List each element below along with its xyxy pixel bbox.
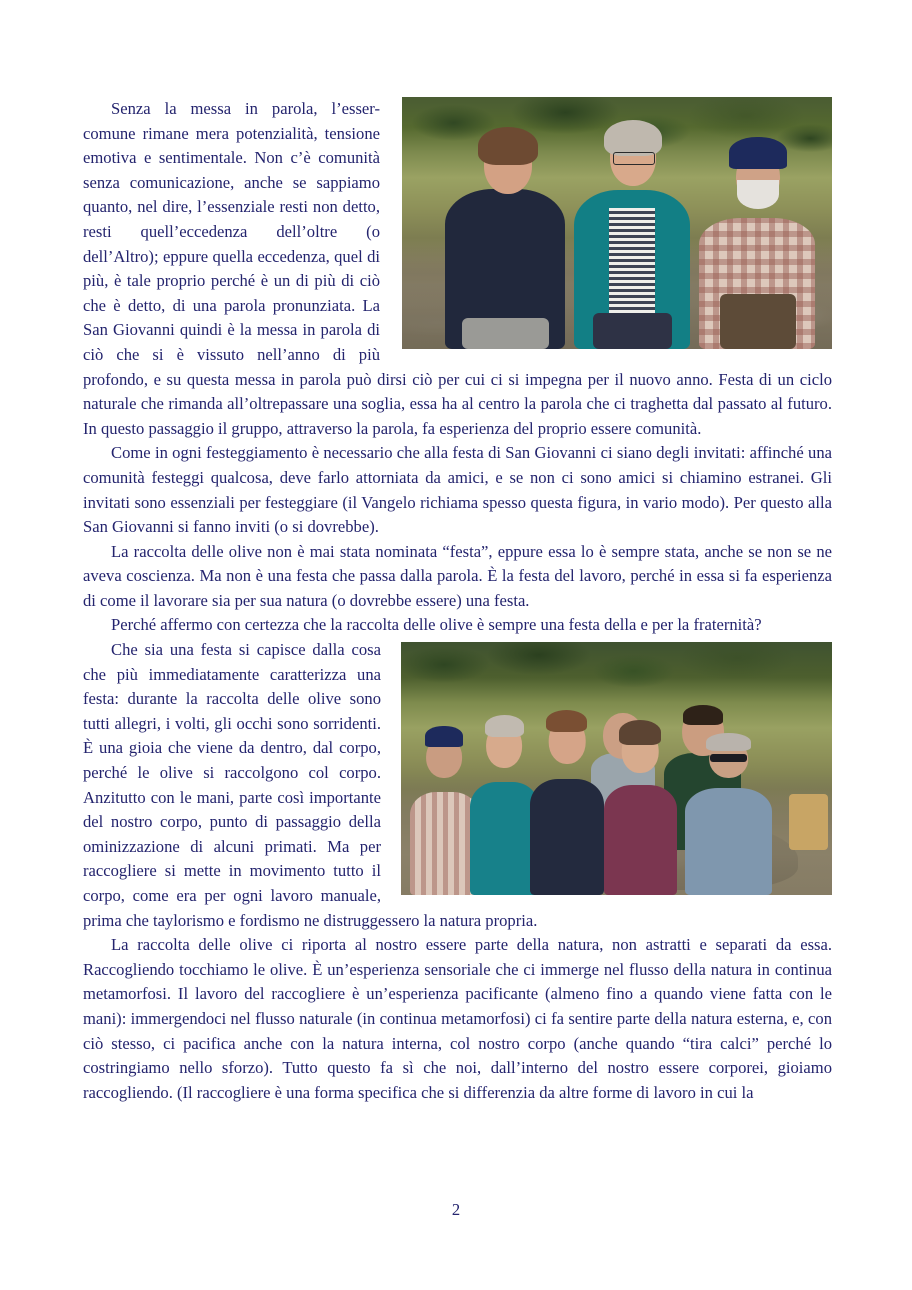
page-number: 2 [451, 1200, 461, 1219]
person-figure [410, 723, 479, 895]
paragraph: La raccolta delle olive ci riporta al nostro essere parte della natura, non astratti e separati da essa. Raccogliendo tocchiamo le olive. È un’esperienza sensoriale che ci immerge nel flusso della natura in continua metamorfosi. Il lavoro del raccogliere è un’esperienza pacificante (almeno fino a quando viene fatta con le mani): immergendoci nel flusso naturale (in continua metamorfosi) ci fa sentire parte della natura esterna, e, con ciò stesso, ci pacifica anche con la natura interna, col nostro corpo (anche quando “tira calci” perché lo costringiamo nello sforzo). Tutto questo fa sì che noi, dall’interno del nostro essere corporei, gioiamo raccogliendo. (Il raccogliere è una forma specifica che si differenzia da altre forme di lavoro in cui la [83, 935, 832, 1102]
paragraph: La raccolta delle olive non è mai stata nominata “festa”, eppure essa lo è sempre stata, anche se non se ne aveva coscienza. Ma non è una festa che passa dalla parola. È la festa del lavoro, perché in essa si fa esperienza di come il lavorare sia per sua natura (o dovrebbe essere) una festa. [83, 541, 832, 610]
photo-three-people-olive-grove [402, 97, 832, 349]
person-figure [574, 122, 690, 349]
olive-tree-foliage [401, 642, 832, 723]
bag-object [789, 794, 828, 850]
person-figure [685, 733, 771, 895]
photo-group-seven-olive-grove [401, 642, 832, 895]
person-figure [530, 708, 603, 895]
paragraph: Che sia una festa si capisce dalla cosa che più immediatamente caratterizza una festa: durante la raccolta delle olive sono tutti allegri, i volti, gli occhi sono sorridenti. È una gioia che viene da dentro, dal corpo, perché le olive si raccolgono col corpo. Anzitutto con le mani, parte così importante del nostro corpo, punto di passaggio della ominizzazione di alcuni primati. Ma per raccogliere si mette in movimento tutto il corpo, come era per ogni lavoro manuale, prima che taylorismo e fordismo ne distruggessero la natura propria. [83, 640, 538, 930]
paragraph: Senza la messa in parola, l’esser-comune rimane mera potenzialità, tensione emotiva e sentimentale. Non c’è comunità senza comunicazione, anche se sappiamo quanto, nel dire, l’essenziale resti non detto, resti quell’eccedenza dell’oltre (o dell’Altro); eppure quella eccedenza, quel di più, è tale proprio perché è un di più di ciò che è detto, di una parola pronunziata. La San Giovanni quindi è la messa in parola di ciò che si è vissuto nell’anno di più profondo, e su questa messa in parola può dirsi ciò per cui ci si impegna per il nuovo anno. Festa di un ciclo naturale che rimanda all’oltrepassare una soglia, essa ha al centro la parola che ci traghetta dal passato al futuro. In questo passaggio il gruppo, attraverso la parola, fa esperienza del proprio essere comunità. [83, 99, 832, 438]
paragraph: Come in ogni festeggiamento è necessario che alla festa di San Giovanni ci siano degli invitati: affinché una comunità festeggi qualcosa, deve farlo attorniata da amici, e se non ci sono amici si chiamino estranei. Gli invitati sono essenziali per festeggiare (il Vangelo richiama spesso questa figura, in vario modo). Per questo alla San Giovanni si fanno inviti (o si dovrebbe). [83, 443, 832, 537]
page-content [83, 97, 832, 1105]
person-figure [445, 127, 565, 349]
person-figure [699, 137, 815, 349]
person-figure [604, 718, 677, 895]
person-figure [470, 713, 539, 895]
paragraph: Perché affermo con certezza che la raccolta delle olive è sempre una festa della e per la fraternità? [111, 615, 762, 635]
